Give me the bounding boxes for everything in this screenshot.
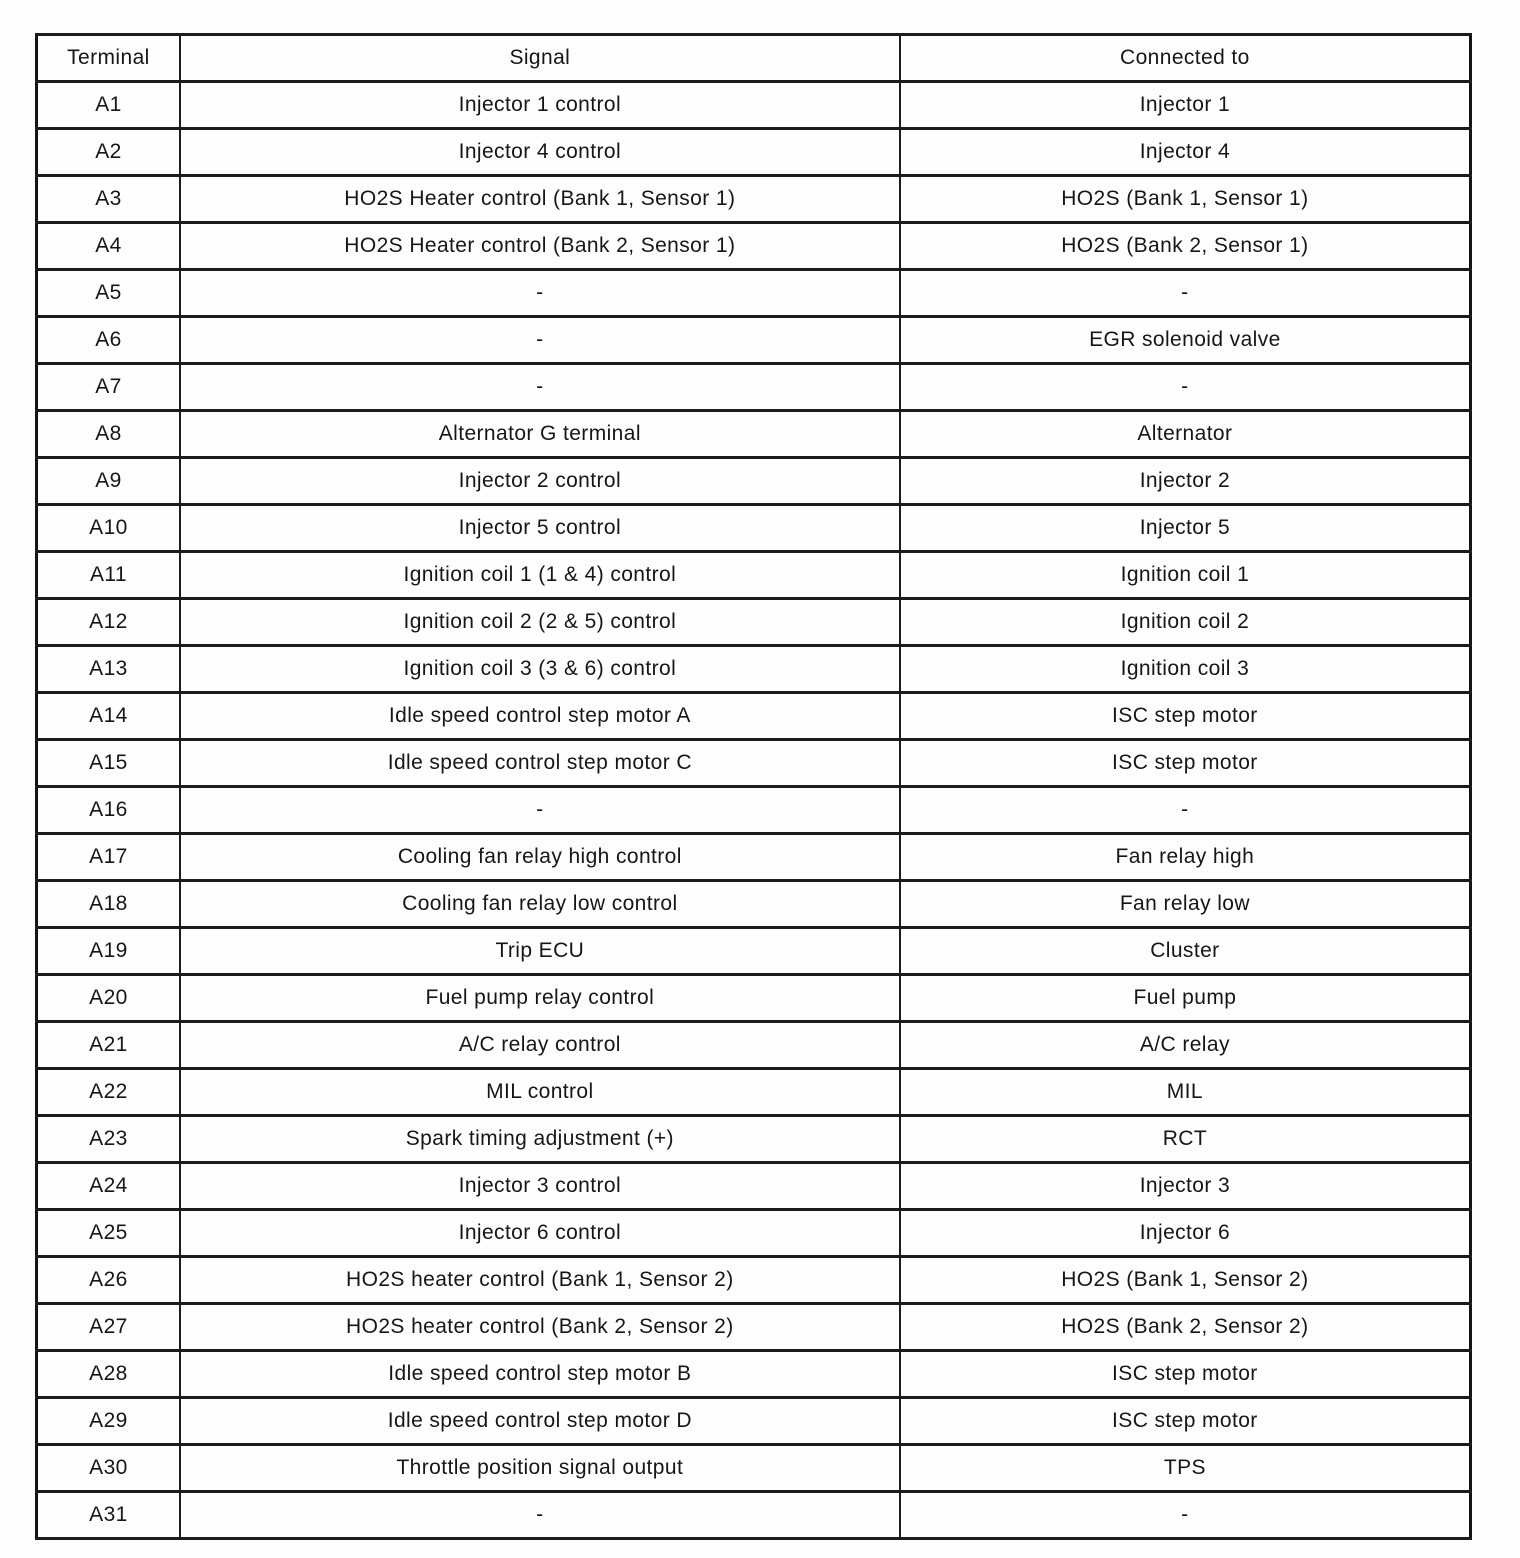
terminal-cell: A13: [37, 646, 180, 693]
connected-cell: Fuel pump: [900, 975, 1471, 1022]
signal-cell: Cooling fan relay low control: [180, 881, 900, 928]
table-row: [37, 1304, 1471, 1351]
signal-cell: Injector 4 control: [180, 129, 900, 176]
table-row: [37, 834, 1471, 881]
connected-cell: Injector 4: [900, 129, 1471, 176]
terminal-cell: A31: [37, 1492, 180, 1539]
table-row: [37, 1351, 1471, 1398]
connected-cell: HO2S (Bank 2, Sensor 2): [900, 1304, 1471, 1351]
connected-cell: ISC step motor: [900, 740, 1471, 787]
terminal-cell: A5: [37, 270, 180, 317]
signal-cell: Injector 5 control: [180, 505, 900, 552]
terminal-column-header: Terminal: [37, 35, 180, 82]
terminal-cell: A17: [37, 834, 180, 881]
signal-cell: HO2S Heater control (Bank 1, Sensor 1): [180, 176, 900, 223]
signal-cell: HO2S Heater control (Bank 2, Sensor 1): [180, 223, 900, 270]
table-row: [37, 881, 1471, 928]
connected-cell: Ignition coil 2: [900, 599, 1471, 646]
connected-cell: Cluster: [900, 928, 1471, 975]
terminal-cell: A30: [37, 1445, 180, 1492]
signal-cell: -: [180, 317, 900, 364]
connected-cell: HO2S (Bank 1, Sensor 1): [900, 176, 1471, 223]
connected-cell: Injector 3: [900, 1163, 1471, 1210]
table-row: [37, 129, 1471, 176]
signal-cell: A/C relay control: [180, 1022, 900, 1069]
signal-cell: -: [180, 1492, 900, 1539]
connected-cell: TPS: [900, 1445, 1471, 1492]
terminal-cell: A26: [37, 1257, 180, 1304]
connected-cell: Injector 1: [900, 82, 1471, 129]
terminal-cell: A23: [37, 1116, 180, 1163]
table-row: [37, 1492, 1471, 1539]
terminal-cell: A11: [37, 552, 180, 599]
table-row: [37, 82, 1471, 129]
table-row: [37, 458, 1471, 505]
table-row: [37, 176, 1471, 223]
terminal-cell: A8: [37, 411, 180, 458]
connected-cell: A/C relay: [900, 1022, 1471, 1069]
connected-cell: ISC step motor: [900, 1398, 1471, 1445]
connected-cell: Alternator: [900, 411, 1471, 458]
terminal-cell: A6: [37, 317, 180, 364]
terminal-cell: A12: [37, 599, 180, 646]
terminal-cell: A24: [37, 1163, 180, 1210]
connected-cell: EGR solenoid valve: [900, 317, 1471, 364]
table-row: [37, 552, 1471, 599]
terminal-cell: A15: [37, 740, 180, 787]
table-row: [37, 1257, 1471, 1304]
terminal-cell: A10: [37, 505, 180, 552]
table-row: [37, 223, 1471, 270]
signal-cell: Throttle position signal output: [180, 1445, 900, 1492]
terminal-cell: A29: [37, 1398, 180, 1445]
signal-cell: Spark timing adjustment (+): [180, 1116, 900, 1163]
table-row: [37, 599, 1471, 646]
table-row: [37, 740, 1471, 787]
terminal-cell: A25: [37, 1210, 180, 1257]
connected-cell: -: [900, 787, 1471, 834]
table-row: [37, 270, 1471, 317]
table-row: [37, 787, 1471, 834]
terminal-cell: A22: [37, 1069, 180, 1116]
table-row: [37, 1022, 1471, 1069]
signal-cell: HO2S heater control (Bank 1, Sensor 2): [180, 1257, 900, 1304]
table-row: [37, 693, 1471, 740]
terminal-cell: A19: [37, 928, 180, 975]
signal-cell: Injector 1 control: [180, 82, 900, 129]
signal-cell: Idle speed control step motor B: [180, 1351, 900, 1398]
signal-cell: Ignition coil 2 (2 & 5) control: [180, 599, 900, 646]
terminal-cell: A2: [37, 129, 180, 176]
connected-cell: Fan relay low: [900, 881, 1471, 928]
ecu-terminal-table: [35, 33, 1472, 1540]
signal-cell: Ignition coil 1 (1 & 4) control: [180, 552, 900, 599]
signal-cell: -: [180, 364, 900, 411]
signal-column-header: Signal: [180, 35, 900, 82]
connected-cell: HO2S (Bank 1, Sensor 2): [900, 1257, 1471, 1304]
terminal-cell: A9: [37, 458, 180, 505]
connected-cell: -: [900, 364, 1471, 411]
signal-cell: Idle speed control step motor A: [180, 693, 900, 740]
connected-cell: Ignition coil 1: [900, 552, 1471, 599]
connected-cell: Fan relay high: [900, 834, 1471, 881]
table-row: [37, 928, 1471, 975]
connected-cell: Ignition coil 3: [900, 646, 1471, 693]
terminal-cell: A16: [37, 787, 180, 834]
table-row: [37, 505, 1471, 552]
connected-cell: RCT: [900, 1116, 1471, 1163]
terminal-cell: A1: [37, 82, 180, 129]
terminal-cell: A21: [37, 1022, 180, 1069]
terminal-cell: A7: [37, 364, 180, 411]
signal-cell: Injector 6 control: [180, 1210, 900, 1257]
table-row: [37, 1116, 1471, 1163]
table-row: [37, 364, 1471, 411]
connected-to-column-header: Connected to: [900, 35, 1471, 82]
connected-cell: ISC step motor: [900, 693, 1471, 740]
signal-cell: Cooling fan relay high control: [180, 834, 900, 881]
connected-cell: HO2S (Bank 2, Sensor 1): [900, 223, 1471, 270]
table-row: [37, 1210, 1471, 1257]
connected-cell: -: [900, 1492, 1471, 1539]
signal-cell: MIL control: [180, 1069, 900, 1116]
connected-cell: Injector 6: [900, 1210, 1471, 1257]
terminal-cell: A4: [37, 223, 180, 270]
signal-cell: -: [180, 270, 900, 317]
table-row: [37, 975, 1471, 1022]
signal-cell: Idle speed control step motor D: [180, 1398, 900, 1445]
terminal-cell: A14: [37, 693, 180, 740]
connected-cell: Injector 5: [900, 505, 1471, 552]
table-row: [37, 411, 1471, 458]
connected-cell: ISC step motor: [900, 1351, 1471, 1398]
terminal-cell: A28: [37, 1351, 180, 1398]
table-row: [37, 1398, 1471, 1445]
signal-cell: Fuel pump relay control: [180, 975, 900, 1022]
signal-cell: -: [180, 787, 900, 834]
connected-cell: -: [900, 270, 1471, 317]
terminal-cell: A27: [37, 1304, 180, 1351]
signal-cell: Trip ECU: [180, 928, 900, 975]
signal-cell: Idle speed control step motor C: [180, 740, 900, 787]
signal-cell: Injector 3 control: [180, 1163, 900, 1210]
terminal-cell: A3: [37, 176, 180, 223]
terminal-cell: A20: [37, 975, 180, 1022]
table-body: [37, 82, 1471, 1539]
signal-cell: Injector 2 control: [180, 458, 900, 505]
table-row: [37, 1069, 1471, 1116]
table-row: [37, 317, 1471, 364]
signal-cell: Alternator G terminal: [180, 411, 900, 458]
terminal-cell: A18: [37, 881, 180, 928]
signal-cell: HO2S heater control (Bank 2, Sensor 2): [180, 1304, 900, 1351]
signal-cell: Ignition coil 3 (3 & 6) control: [180, 646, 900, 693]
table-row: [37, 1163, 1471, 1210]
table-row: [37, 646, 1471, 693]
table-header-row: [37, 35, 1471, 82]
connected-cell: MIL: [900, 1069, 1471, 1116]
connected-cell: Injector 2: [900, 458, 1471, 505]
table-row: [37, 1445, 1471, 1492]
